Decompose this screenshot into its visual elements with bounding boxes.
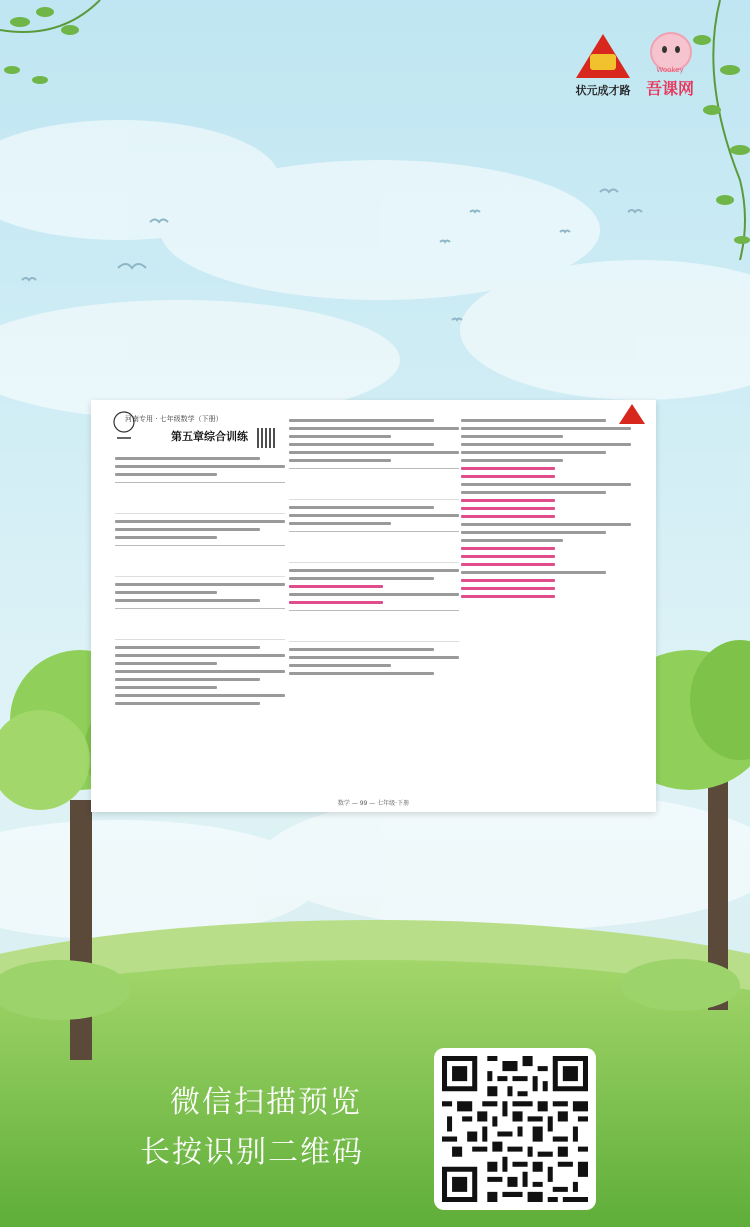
- logo-emblem: [590, 54, 616, 70]
- logo-left-text: 状元成才路: [575, 84, 631, 97]
- scan-line-1: 微信扫描预览: [170, 1085, 362, 1120]
- document-preview[interactable]: [91, 400, 656, 812]
- logo-right-small: Wookey: [656, 66, 684, 74]
- document-footer: 数学 — 99 — 七年级·下册: [337, 800, 410, 807]
- wookey-logo: [638, 30, 702, 100]
- document-qr-icon: [257, 428, 277, 448]
- document-column-1: [115, 452, 285, 710]
- qr-code-icon: [442, 1056, 588, 1202]
- document-header: 河南专用 · 七年级数学（下册）: [125, 415, 223, 423]
- scan-line-2: 长按识别二维码: [140, 1135, 364, 1170]
- document-column-3: [461, 414, 631, 603]
- logo-right-text: 吾课网: [645, 79, 694, 98]
- qr-code[interactable]: [434, 1048, 596, 1210]
- document-title: 第五章综合训练: [171, 430, 248, 443]
- document-column-2: [289, 414, 459, 680]
- zhuangyuan-logo: [572, 34, 634, 100]
